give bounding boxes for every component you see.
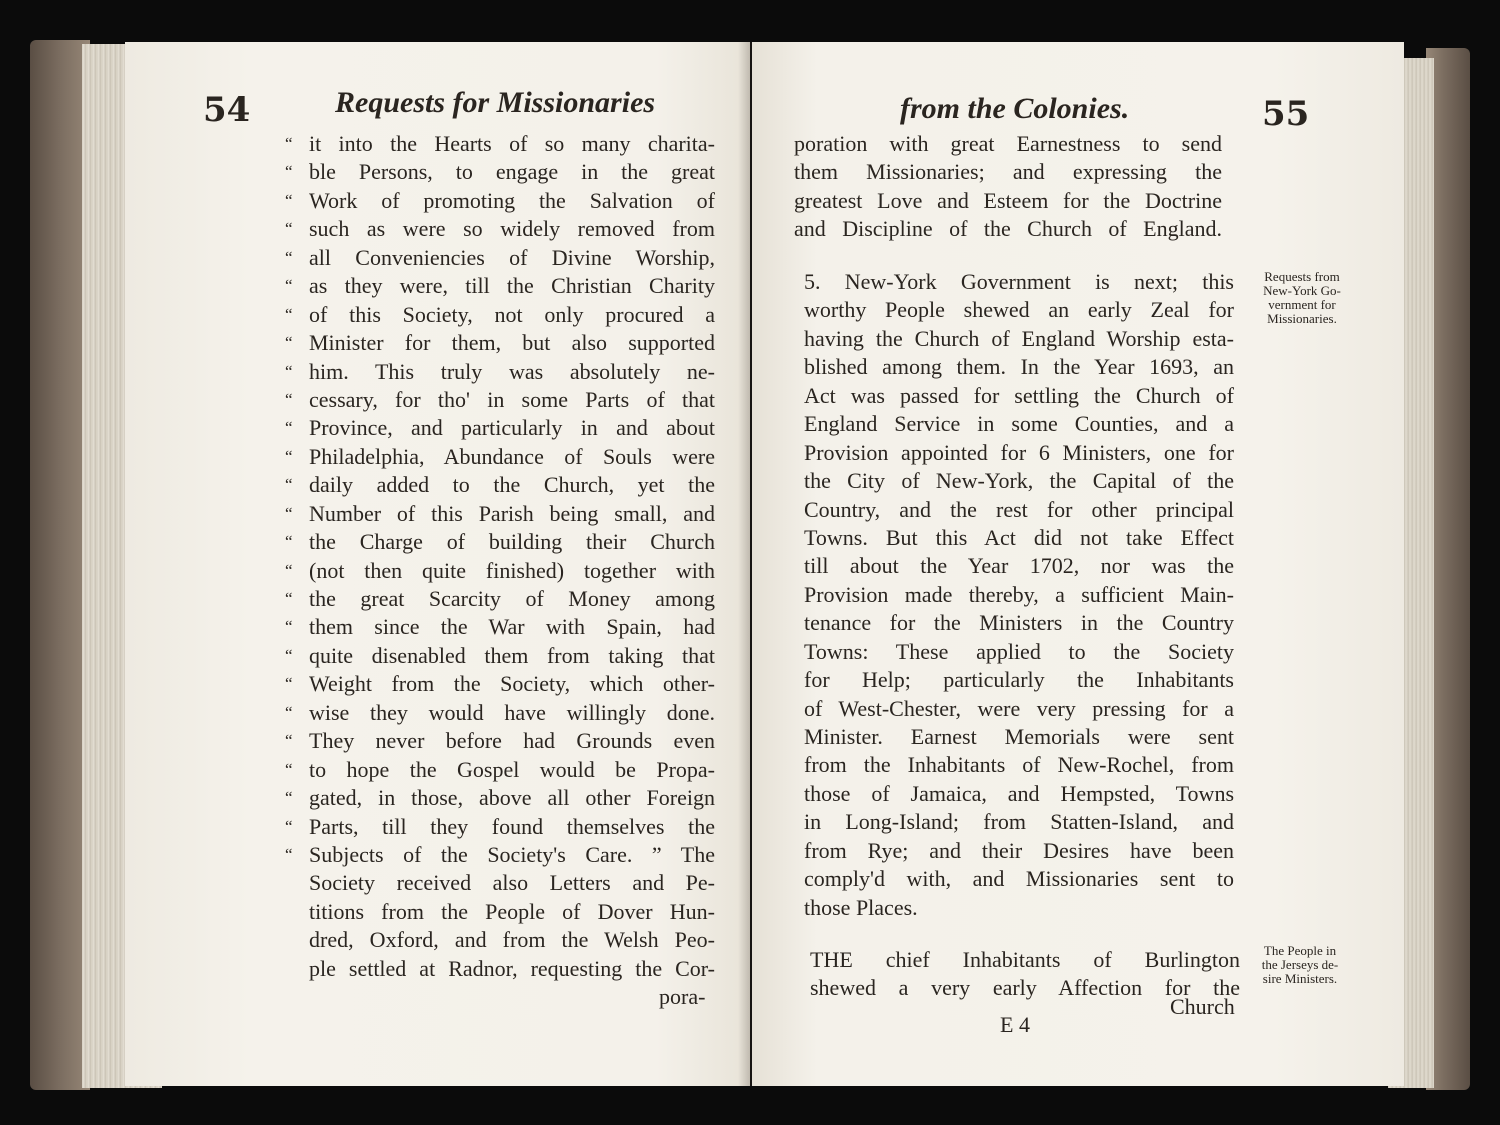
text-line: [285, 244, 715, 272]
margin-note-line: The People in: [1263, 943, 1337, 958]
quote-mark: “: [285, 418, 293, 438]
text-line: worthy People shewed an early Zeal for: [804, 297, 1234, 323]
text-line: having the Church of England Worship esta-: [804, 325, 1234, 351]
quote-mark: “: [285, 702, 293, 722]
text-line: Act was passed for settling the Church of: [804, 382, 1234, 408]
paragraph: [794, 130, 1222, 244]
line-text: dred, Oxford, and from the Welsh Peo-: [309, 927, 715, 953]
line-text: Work of promoting the Salvation of: [309, 187, 715, 213]
line-text: daily added to the Church, yet the: [309, 472, 715, 498]
line-text: quite disenabled them from taking that: [309, 642, 715, 668]
text-line: [285, 528, 715, 556]
text-line: those Places.: [804, 894, 918, 920]
text-line: [285, 699, 715, 727]
line-text: of this Society, not only procured a: [309, 301, 715, 327]
line-text: Minister for them, but also supported: [309, 330, 715, 356]
quote-mark: “: [285, 162, 293, 182]
text-line: [285, 557, 715, 585]
line-text: Weight from the Society, which other-: [309, 671, 715, 697]
text-line: [285, 500, 715, 528]
margin-note-line: New-York Go-: [1263, 283, 1341, 298]
text-line: [285, 471, 715, 499]
text-line: [285, 727, 715, 755]
page-number: 55: [1262, 94, 1310, 134]
quote-mark: [285, 926, 309, 954]
text-line: [285, 386, 715, 414]
text-line: comply'd with, and Missionaries sent to: [804, 866, 1234, 892]
line-text: cessary, for tho' in some Parts of that: [309, 386, 715, 412]
line-text: Number of this Parish being small, and: [309, 500, 715, 526]
margin-note-line: vernment for: [1268, 297, 1336, 312]
quote-mark: “: [285, 503, 293, 523]
text-line: of West-Chester, were very pressing for a: [804, 695, 1234, 721]
margin-note-line: Requests from: [1264, 269, 1340, 284]
text-line: [285, 784, 715, 812]
text-line: [285, 272, 715, 300]
line-text: Subjects of the Society's Care. ” The: [309, 841, 715, 867]
left-body-text: [285, 130, 715, 983]
line-text: They never before had Grounds even: [309, 728, 715, 754]
line-text: Parts, till they found themselves the: [309, 813, 715, 839]
text-line: [285, 613, 715, 641]
quote-mark: “: [285, 333, 293, 353]
line-text: gated, in those, above all other Foreign: [309, 785, 715, 811]
line-text: all Conveniencies of Divine Worship,: [309, 244, 715, 270]
quote-mark: [285, 869, 309, 897]
margin-note-line: sire Ministers.: [1262, 971, 1338, 986]
text-line: Provision made thereby, a sufficient Main-: [804, 581, 1234, 607]
line-text: the Charge of building their Church: [309, 529, 715, 555]
text-line: THE chief Inhabitants of Burlington: [810, 947, 1240, 972]
text-line: [285, 585, 715, 613]
quote-mark: “: [285, 276, 293, 296]
text-line: [285, 869, 715, 897]
catchword: pora-: [659, 984, 706, 1009]
quote-mark: “: [285, 788, 293, 808]
text-line: [285, 187, 715, 215]
line-text: as they were, till the Christian Charity: [309, 273, 715, 299]
quote-mark: “: [285, 446, 293, 466]
page-number: 54: [203, 90, 251, 130]
line-text: Society received also Letters and Pe-: [309, 870, 715, 896]
text-line: till about the Year 1702, nor was the: [804, 553, 1234, 579]
text-line: 5. New-York Government is next; this: [804, 269, 1234, 294]
line-text: titions from the People of Dover Hun-: [309, 898, 715, 924]
text-line: [285, 130, 715, 158]
line-text: it into the Hearts of so many charita-: [309, 131, 715, 156]
text-line: [285, 158, 715, 186]
open-book: [30, 28, 1470, 1100]
text-line: from the Inhabitants of New-Rochel, from: [804, 752, 1234, 778]
line-text: to hope the Gospel would be Propa-: [309, 756, 715, 782]
text-line: [285, 670, 715, 698]
text-line: [285, 756, 715, 784]
text-line: [285, 414, 715, 442]
text-line: [285, 841, 715, 869]
text-line: [285, 926, 715, 954]
line-text: (not then quite finished) together with: [309, 557, 715, 583]
text-line: those of Jamaica, and Hempsted, Towns: [804, 780, 1234, 806]
text-line: [285, 358, 715, 386]
line-text: ble Persons, to engage in the great: [309, 159, 715, 185]
quote-mark: “: [285, 589, 293, 608]
text-line: for Help; particularly the Inhabitants: [804, 667, 1234, 693]
text-line: them Missionaries; and expressing the: [794, 159, 1222, 185]
line-text: them since the War with Spain, had: [309, 614, 715, 640]
line-text: ple settled at Radnor, requesting the Cor-: [309, 955, 715, 981]
left-page: [125, 42, 750, 1086]
text-line: [285, 301, 715, 329]
text-line: England Service in some Counties, and a: [804, 411, 1234, 437]
quote-mark: “: [285, 219, 293, 239]
line-text: him. This truly was absolutely ne-: [309, 358, 715, 384]
right-page: [752, 42, 1404, 1086]
margin-note: [1252, 270, 1352, 326]
text-line: [285, 898, 715, 926]
text-line: and Discipline of the Church of England.: [794, 216, 1222, 242]
paragraph: [804, 268, 1234, 922]
quote-mark: “: [285, 560, 293, 580]
text-line: poration with great Earnestness to send: [794, 131, 1222, 156]
left-cover: [30, 40, 90, 1090]
text-line: [285, 329, 715, 357]
quote-mark: “: [285, 134, 293, 153]
text-line: [285, 955, 715, 983]
quote-mark: “: [285, 816, 293, 836]
text-line: Provision appointed for 6 Ministers, one for: [804, 439, 1234, 465]
line-text: such as were so widely removed from: [309, 216, 715, 242]
quote-mark: “: [285, 645, 293, 665]
line-text: the great Scarcity of Money among: [309, 586, 715, 611]
quote-mark: “: [285, 617, 293, 637]
quote-mark: “: [285, 844, 293, 864]
line-text: Province, and particularly in and about: [309, 415, 715, 441]
text-line: [285, 642, 715, 670]
quote-mark: “: [285, 190, 293, 210]
quote-mark: [285, 955, 309, 983]
text-line: shewed a very early Affection for the: [810, 975, 1240, 1001]
quote-mark: “: [285, 475, 293, 495]
quote-mark: “: [285, 759, 293, 779]
text-line: blished among them. In the Year 1693, an: [804, 354, 1234, 380]
quote-mark: “: [285, 532, 293, 552]
text-line: tenance for the Ministers in the Country: [804, 610, 1234, 636]
quote-mark: “: [285, 247, 293, 267]
text-line: from Rye; and their Desires have been: [804, 837, 1234, 863]
margin-note: [1250, 944, 1350, 986]
text-line: [285, 813, 715, 841]
quote-mark: “: [285, 304, 293, 324]
quote-mark: “: [285, 731, 293, 751]
text-line: Towns. But this Act did not take Effect: [804, 524, 1234, 550]
text-line: [285, 443, 715, 471]
margin-note-line: the Jerseys de-: [1261, 957, 1339, 972]
running-head: from the Colonies.: [900, 92, 1130, 125]
signature-mark: E 4: [1000, 1012, 1030, 1037]
text-line: Country, and the rest for other principal: [804, 496, 1234, 522]
running-head: Requests for Missionaries: [335, 86, 656, 119]
quote-mark: [285, 898, 309, 926]
text-line: Towns: These applied to the Society: [804, 638, 1234, 664]
text-line: in Long-Island; from Statten-Island, and: [804, 809, 1234, 835]
line-text: wise they would have willingly done.: [309, 699, 715, 725]
text-line: Minister. Earnest Memorials were sent: [804, 724, 1234, 749]
quote-mark: “: [285, 389, 293, 409]
quote-mark: “: [285, 361, 293, 381]
text-line: [285, 215, 715, 243]
text-line: greatest Love and Esteem for the Doctrine: [794, 187, 1222, 213]
line-text: Philadelphia, Abundance of Souls were: [309, 443, 715, 469]
text-line: the City of New-York, the Capital of the: [804, 468, 1234, 494]
quote-mark: “: [285, 674, 293, 694]
catchword: Church: [1170, 994, 1235, 1019]
margin-note-line: Missionaries.: [1267, 311, 1337, 326]
